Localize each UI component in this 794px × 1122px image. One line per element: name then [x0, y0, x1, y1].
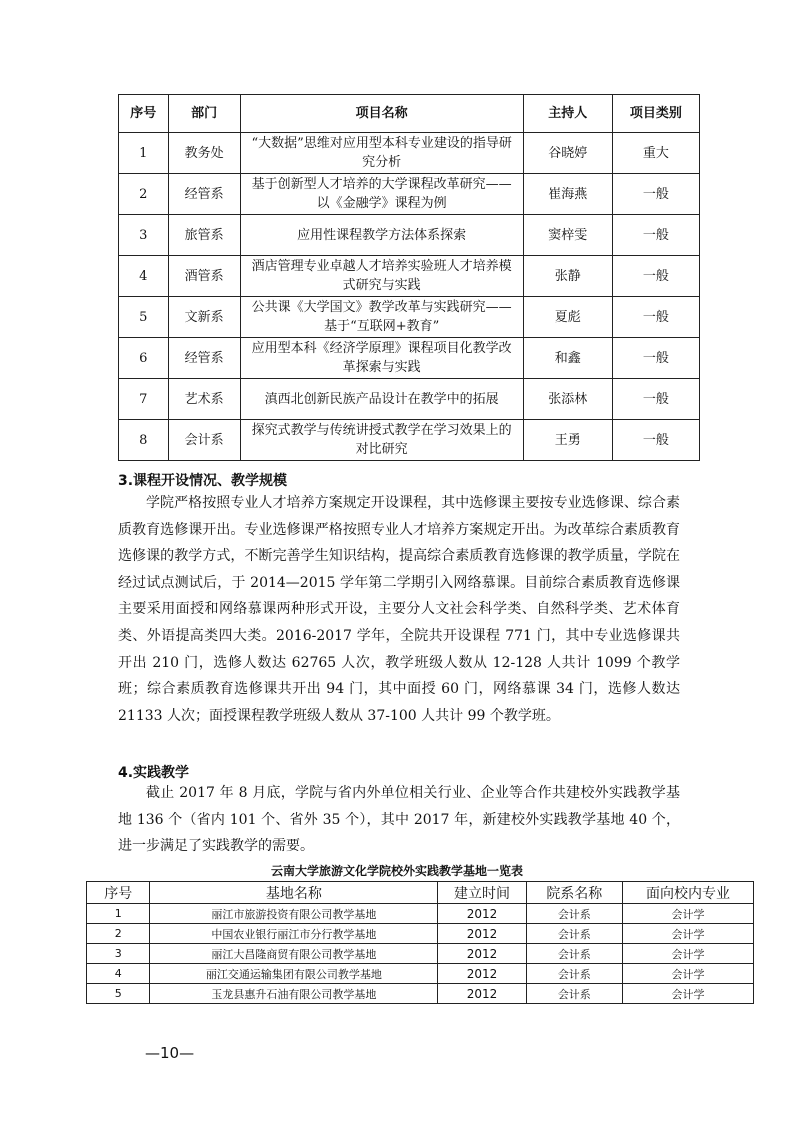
- cell-year: 2012: [438, 984, 526, 1004]
- table-row: [119, 174, 700, 215]
- cell-dept: 教务处: [168, 133, 240, 174]
- cell-major: 会计学: [622, 944, 753, 964]
- header-type: 项目类别: [612, 95, 699, 133]
- header-no: 序号: [87, 882, 150, 904]
- cell-host: 谷晓婷: [523, 133, 612, 174]
- cell-no: 5: [119, 297, 169, 338]
- cell-host: 窦梓雯: [523, 215, 612, 256]
- cell-no: 3: [87, 944, 150, 964]
- table-row: [119, 215, 700, 256]
- cell-type: 一般: [612, 215, 699, 256]
- cell-dept: 酒管系: [168, 256, 240, 297]
- cell-type: 一般: [612, 297, 699, 338]
- cell-type: 一般: [612, 174, 699, 215]
- page-number: —10—: [145, 1044, 195, 1062]
- cell-major: 会计学: [622, 904, 753, 924]
- cell-no: 3: [119, 215, 169, 256]
- cell-year: 2012: [438, 904, 526, 924]
- cell-no: 2: [119, 174, 169, 215]
- table-row: [119, 256, 700, 297]
- table-header-row: [119, 95, 700, 133]
- cell-project-name: 探究式教学与传统讲授式教学在学习效果上的对比研究: [240, 420, 523, 461]
- cell-host: 张添林: [523, 379, 612, 420]
- header-project-name: 项目名称: [240, 95, 523, 133]
- header-dept: 院系名称: [526, 882, 622, 904]
- practice-bases-table: [86, 881, 754, 1004]
- header-major: 面向校内专业: [622, 882, 753, 904]
- cell-host: 崔海燕: [523, 174, 612, 215]
- table-row: [87, 924, 754, 944]
- section-3-title: 3.课程开设情况、教学规模: [118, 473, 288, 489]
- table-row: [119, 379, 700, 420]
- header-base-name: 基地名称: [150, 882, 438, 904]
- cell-project-name: 公共课《大学国文》教学改革与实践研究——基于“互联网+教育”: [240, 297, 523, 338]
- cell-dept: 文新系: [168, 297, 240, 338]
- cell-no: 4: [87, 964, 150, 984]
- cell-type: 一般: [612, 420, 699, 461]
- cell-major: 会计学: [622, 924, 753, 944]
- cell-year: 2012: [438, 964, 526, 984]
- section-4-title: 4.实践教学: [118, 765, 190, 781]
- table-row: [119, 420, 700, 461]
- cell-type: 一般: [612, 256, 699, 297]
- cell-project-name: 应用性课程教学方法体系探索: [240, 215, 523, 256]
- cell-dept: 会计系: [526, 904, 622, 924]
- cell-project-name: 酒店管理专业卓越人才培养实验班人才培养模式研究与实践: [240, 256, 523, 297]
- table-row: [87, 984, 754, 1004]
- cell-project-name: 滇西北创新民族产品设计在教学中的拓展: [240, 379, 523, 420]
- table-row: [87, 944, 754, 964]
- header-no: 序号: [119, 95, 169, 133]
- section-3-paragraph: 学院严格按照专业人才培养方案规定开设课程，其中选修课主要按专业选修课、综合素质教育选修课开出。专业选修课严格按照专业人才培养方案规定开出。为改革综合素质教育选修课的教学方式，不断完善学生知识结构，提高综合素质教育选修课的教学质量，学院在经过试点测试后，于 2014—2015 学年第二学期引入网络慕课。目前综合素质教育选修课主要采用面授和网络慕课两种形式开设，主要分人文社会科学类、自然科学类、艺术体育类、外语提高类四大类。2016-2017 学年，全院共开设课程 771 门，其中专业选修课共开出 210 门，选修人数达 62765 人次，教学班级人数从 12-128 人共计 1099 个教学班；综合素质教育选修课共开出 94 门，其中面授 60 门，网络慕课 34 门，选修人数达 21133 人次；面授课程教学班级人数从 37-100 人共计 99 个教学班。: [118, 495, 680, 724]
- header-host: 主持人: [523, 95, 612, 133]
- cell-type: 一般: [612, 379, 699, 420]
- cell-dept: 经管系: [168, 174, 240, 215]
- header-dept: 部门: [168, 95, 240, 133]
- table-row: [119, 297, 700, 338]
- research-projects-table: [118, 94, 700, 461]
- table-row: [119, 338, 700, 379]
- cell-no: 8: [119, 420, 169, 461]
- cell-base-name: 中国农业银行丽江市分行教学基地: [150, 924, 438, 944]
- table-2-caption: 云南大学旅游文化学院校外实践教学基地一览表: [270, 864, 523, 878]
- cell-base-name: 玉龙县惠升石油有限公司教学基地: [150, 984, 438, 1004]
- cell-year: 2012: [438, 944, 526, 964]
- cell-year: 2012: [438, 924, 526, 944]
- cell-dept: 会计系: [526, 984, 622, 1004]
- cell-base-name: 丽江大昌隆商贸有限公司教学基地: [150, 944, 438, 964]
- cell-project-name: 基于创新型人才培养的大学课程改革研究——以《金融学》课程为例: [240, 174, 523, 215]
- cell-no: 4: [119, 256, 169, 297]
- cell-major: 会计学: [622, 984, 753, 1004]
- cell-dept: 会计系: [526, 964, 622, 984]
- cell-type: 一般: [612, 338, 699, 379]
- section-4-paragraph: 截止 2017 年 8 月底，学院与省内外单位相关行业、企业等合作共建校外实践教学基地 136 个（省内 101 个、省外 35 个），其中 2017 年，新建校外实践教学基地 40 个，进一步满足了实践教学的需要。: [118, 785, 680, 855]
- cell-no: 1: [87, 904, 150, 924]
- cell-type: 重大: [612, 133, 699, 174]
- cell-dept: 会计系: [526, 944, 622, 964]
- cell-project-name: 应用型本科《经济学原理》课程项目化教学改革探索与实践: [240, 338, 523, 379]
- cell-dept: 会计系: [168, 420, 240, 461]
- cell-no: 1: [119, 133, 169, 174]
- cell-no: 7: [119, 379, 169, 420]
- cell-project-name: “大数据”思维对应用型本科专业建设的指导研究分析: [240, 133, 523, 174]
- cell-base-name: 丽江交通运输集团有限公司教学基地: [150, 964, 438, 984]
- cell-host: 和鑫: [523, 338, 612, 379]
- table-row: [119, 133, 700, 174]
- cell-host: 夏彪: [523, 297, 612, 338]
- cell-dept: 艺术系: [168, 379, 240, 420]
- table-header-row: [87, 882, 754, 904]
- cell-base-name: 丽江市旅游投资有限公司教学基地: [150, 904, 438, 924]
- cell-no: 6: [119, 338, 169, 379]
- cell-dept: 会计系: [526, 924, 622, 944]
- cell-no: 5: [87, 984, 150, 1004]
- cell-dept: 旅管系: [168, 215, 240, 256]
- cell-host: 王勇: [523, 420, 612, 461]
- header-year: 建立时间: [438, 882, 526, 904]
- cell-major: 会计学: [622, 964, 753, 984]
- cell-no: 2: [87, 924, 150, 944]
- cell-dept: 经管系: [168, 338, 240, 379]
- cell-host: 张静: [523, 256, 612, 297]
- table-row: [87, 904, 754, 924]
- table-row: [87, 964, 754, 984]
